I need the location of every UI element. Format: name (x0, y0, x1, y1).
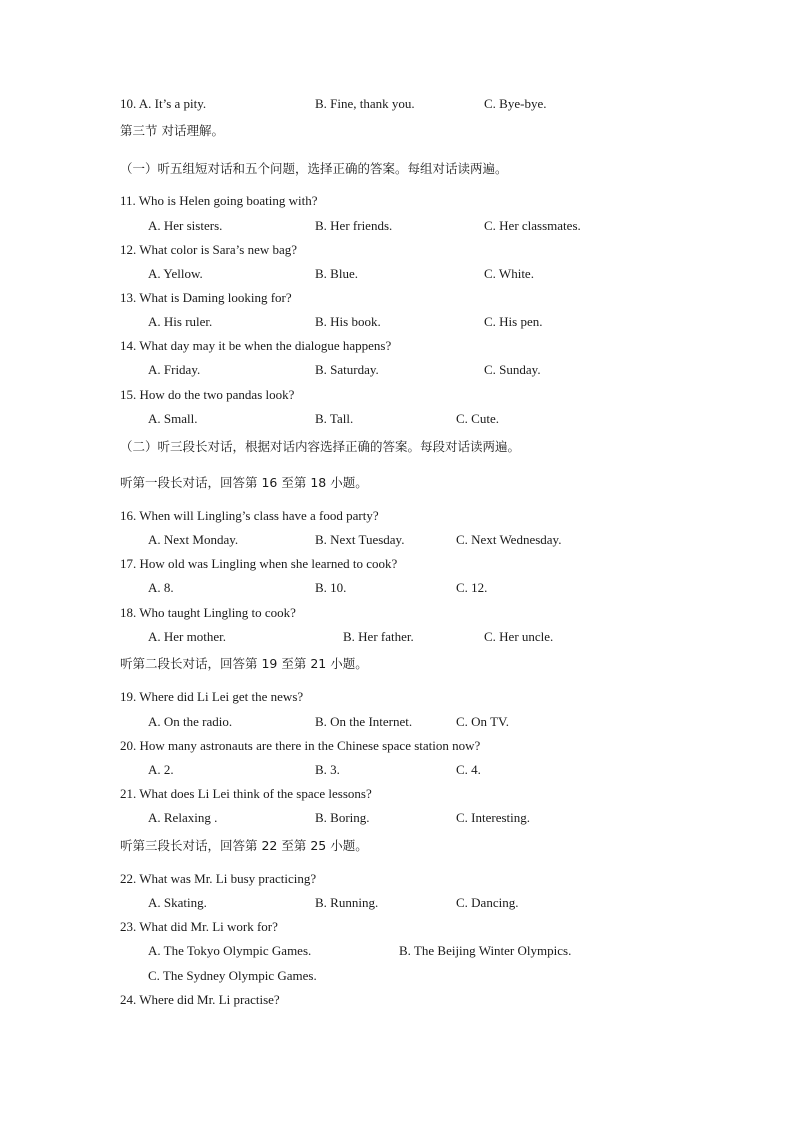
question-11-option-a: A. Her sisters. (148, 218, 223, 233)
question-23-option-b: B. The Beijing Winter Olympics. (399, 943, 572, 958)
question-19-stem: 19. Where did Li Lei get the news? (120, 689, 304, 704)
question-13-option-b: B. His book. (315, 314, 381, 329)
question-18-option-b: B. Her father. (343, 629, 414, 644)
question-16-option-b: B. Next Tuesday. (315, 532, 405, 547)
question-20-option-c: C. 4. (456, 762, 481, 777)
question-14-option-a: A. Friday. (148, 362, 201, 377)
question-19-option-c: C. On TV. (456, 714, 509, 729)
question-12-stem: 12. What color is Sara’s new bag? (120, 242, 298, 257)
question-17-stem: 17. How old was Lingling when she learned to cook? (120, 556, 398, 571)
question-17-option-c: C. 12. (456, 580, 488, 595)
question-12-option-b: B. Blue. (315, 266, 358, 281)
section-3-heading: 第三节 对话理解。 (120, 123, 224, 138)
question-21-option-b: B. Boring. (315, 810, 370, 825)
question-13-option-a: A. His ruler. (148, 314, 213, 329)
question-18-stem: 18. Who taught Lingling to cook? (120, 605, 296, 620)
question-16-stem: 16. When will Lingling’s class have a food party? (120, 508, 379, 523)
question-23-stem: 23. What did Mr. Li work for? (120, 919, 278, 934)
question-24-stem: 24. Where did Mr. Li practise? (120, 992, 280, 1007)
part-2-instruction: （二）听三段长对话，根据对话内容选择正确的答案。每段对话读两遍。 (120, 439, 521, 454)
question-10-stem: 10. A. It’s a pity. (120, 96, 207, 111)
question-20-option-b: B. 3. (315, 762, 340, 777)
question-11-option-c: C. Her classmates. (484, 218, 581, 233)
question-14-option-c: C. Sunday. (484, 362, 541, 377)
question-10-option-b: B. Fine, thank you. (315, 96, 415, 111)
question-13-stem: 13. What is Daming looking for? (120, 290, 292, 305)
question-16-option-a: A. Next Monday. (148, 532, 239, 547)
question-20-option-a: A. 2. (148, 762, 174, 777)
question-22-stem: 22. What was Mr. Li busy practicing? (120, 871, 317, 886)
question-15-stem: 15. How do the two pandas look? (120, 387, 295, 402)
question-14-option-b: B. Saturday. (315, 362, 379, 377)
question-22-option-b: B. Running. (315, 895, 379, 910)
question-11-stem: 11. Who is Helen going boating with? (120, 193, 318, 208)
question-16-option-c: C. Next Wednesday. (456, 532, 562, 547)
question-20-stem: 20. How many astronauts are there in the Chinese space station now? (120, 738, 481, 753)
question-23-option-c: C. The Sydney Olympic Games. (148, 968, 317, 983)
question-21-option-a: A. Relaxing . (148, 810, 218, 825)
question-12-option-c: C. White. (484, 266, 534, 281)
dialogue-3-heading: 听第三段长对话，回答第 22 至第 25 小题。 (120, 838, 368, 853)
question-14-stem: 14. What day may it be when the dialogue happens? (120, 338, 392, 353)
question-15-option-b: B. Tall. (315, 411, 354, 426)
question-17-option-b: B. 10. (315, 580, 347, 595)
question-10-option-c: C. Bye-bye. (484, 96, 547, 111)
dialogue-1-heading: 听第一段长对话，回答第 16 至第 18 小题。 (120, 475, 368, 490)
dialogue-2-heading: 听第二段长对话，回答第 19 至第 21 小题。 (120, 656, 368, 671)
question-21-stem: 21. What does Li Lei think of the space lessons? (120, 786, 372, 801)
question-19-option-b: B. On the Internet. (315, 714, 413, 729)
question-13-option-c: C. His pen. (484, 314, 543, 329)
question-22-option-c: C. Dancing. (456, 895, 519, 910)
question-11-option-b: B. Her friends. (315, 218, 393, 233)
question-18-option-a: A. Her mother. (148, 629, 226, 644)
question-23-option-a: A. The Tokyo Olympic Games. (148, 943, 312, 958)
question-15-option-a: A. Small. (148, 411, 198, 426)
question-19-option-a: A. On the radio. (148, 714, 233, 729)
question-22-option-a: A. Skating. (148, 895, 207, 910)
question-17-option-a: A. 8. (148, 580, 174, 595)
question-21-option-c: C. Interesting. (456, 810, 531, 825)
part-1-instruction: （一）听五组短对话和五个问题，选择正确的答案。每组对话读两遍。 (120, 161, 508, 176)
question-12-option-a: A. Yellow. (148, 266, 203, 281)
question-18-option-c: C. Her uncle. (484, 629, 554, 644)
question-15-option-c: C. Cute. (456, 411, 499, 426)
